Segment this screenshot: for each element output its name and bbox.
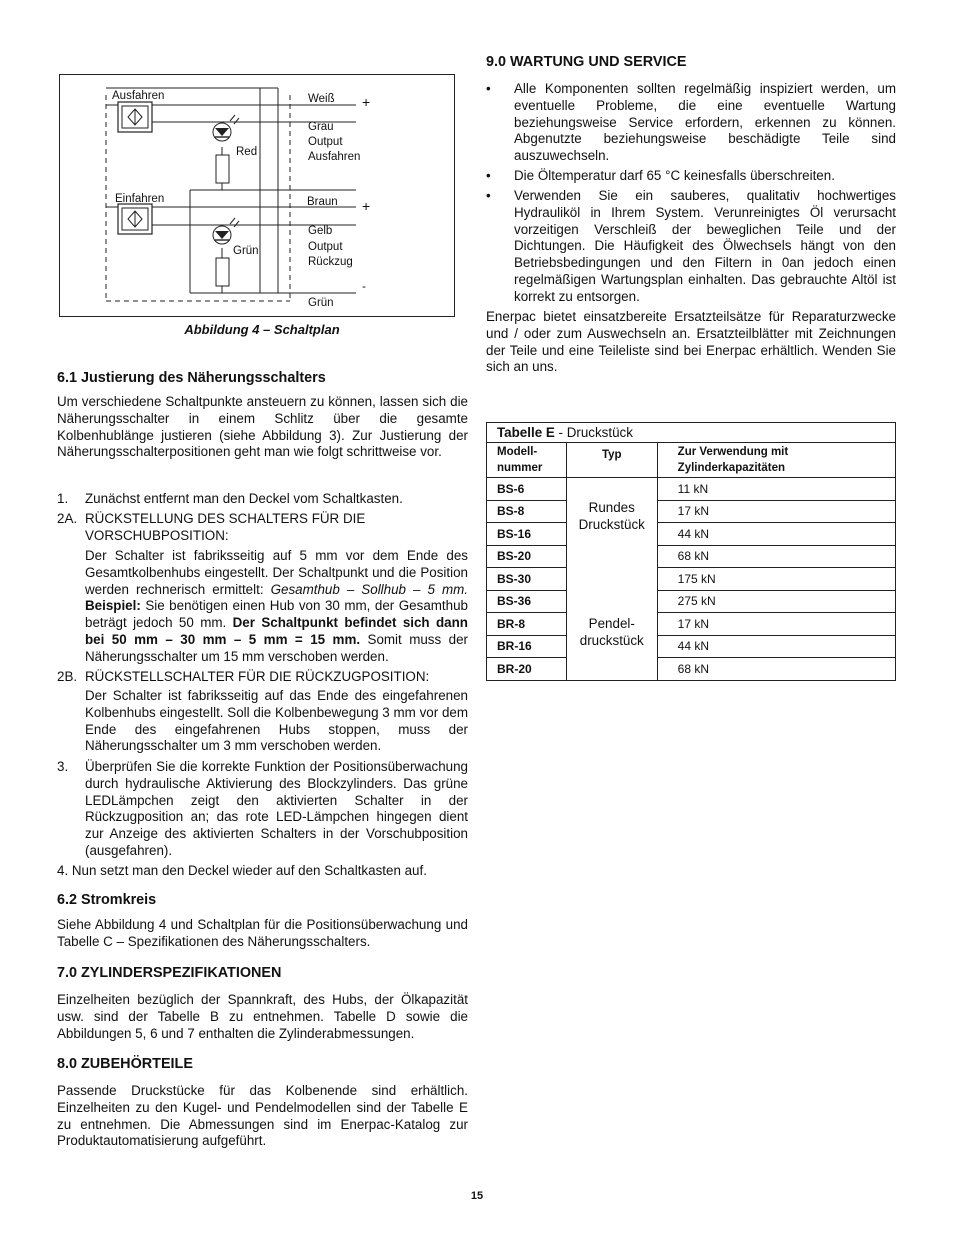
cell-model: BS-30 [487, 568, 567, 591]
bullet-dot: • [486, 188, 491, 203]
group-2-line-1: Pendel- [588, 616, 635, 632]
step-2a-result: Der Schaltpunkt befindet sich dann bei 50 mm – 30 mm – 5 mm = 15 mm. [85, 615, 468, 647]
step-2b-heading: RÜCKSTELLSCHALTER FÜR DIE RÜCKZUGPOSITION: [85, 669, 430, 684]
wiring-diagram [59, 74, 455, 317]
step-2b-num: 2B. [57, 669, 78, 684]
bullet-1-text: Alle Komponenten sollten regelmäßig inspiziert werden, um eventuelle Probleme, die eine eventuelle Wartung beziehungsweise Service erfordern, erkennen zu können. Abgenutzte beziehungsweise beschädigte Teile sind auszuwechseln. [514, 81, 896, 164]
label-ausfahren-out: Ausfahren [308, 151, 361, 163]
cell-capacity: 11 kN [657, 478, 895, 501]
table-row [487, 478, 896, 501]
step-2a-formula: Gesamthub – Sollhub – 5 mm. [270, 581, 468, 597]
table-row [487, 658, 896, 681]
cell-capacity: 68 kN [657, 545, 895, 568]
table-row [487, 613, 896, 636]
cell-type-group-2 [566, 613, 657, 681]
bullet-dot: • [486, 168, 491, 183]
step-2a-heading: RÜCKSTELLUNG DES SCHALTERS FÜR DIE VORSCHUBPOSITION: [85, 511, 366, 543]
table-title-bold: Tabelle E [497, 425, 555, 440]
step-4: 4. Nun setzt man den Deckel wieder auf den Schaltkasten auf. [57, 863, 427, 878]
cell-capacity: 275 kN [657, 590, 895, 613]
cell-capacity: 44 kN [657, 523, 895, 546]
step-1-text: Zunächst entfernt man den Deckel vom Schaltkasten. [85, 491, 403, 506]
cell-model: BS-16 [487, 523, 567, 546]
bullet-dot: • [486, 81, 491, 96]
label-red: Red [236, 146, 258, 158]
cell-model: BS-20 [487, 545, 567, 568]
table-title [487, 423, 896, 443]
header-typ: Typ [566, 443, 657, 478]
wiring-diagram-svg [60, 75, 456, 318]
label-rueckzug: Rückzug [308, 256, 353, 268]
label-weiss: Weiß [308, 93, 335, 105]
bullet-2-text: Die Öltemperatur darf 65 °C keinesfalls überschreiten. [514, 168, 835, 183]
header-capacity [657, 443, 895, 478]
label-braun: Braun [307, 196, 338, 208]
table-header-row [487, 443, 896, 478]
cell-capacity: 44 kN [657, 635, 895, 658]
header-capacity-1: Zur Verwendung mit [677, 446, 789, 458]
step-3-text: Überprüfen Sie die korrekte Funktion der Positionsüberwachung durch hydraulische Aktivierung des Blockzylinders. Das grüne LEDLämpchen zeigt den aktivierten Schalter in der Rückzugposition an; das rote LED-Lämpchen hingegen dient zur Anzeige des aktivierten Schalters in der Vorschubposition (ausgefahren). [85, 759, 468, 858]
page-number: 15 [470, 1190, 484, 1202]
led-green-icon [213, 218, 239, 244]
step-2a-text-1: Der Schalter ist fabriksseitig auf 5 mm vor dem Ende des Gesamtkolbenhubs eingestellt. Der Schaltpunkt und die Position werden rechnerisch ermittelt: [85, 548, 468, 597]
table-row [487, 568, 896, 591]
label-gruen-led: Grün [233, 245, 259, 257]
sec61-intro: Um verschiedene Schaltpunkte ansteuern zu können, lassen sich die Näherungsschalter in einem Schlitz über die gesamte Kolbenhublänge justieren (siehe Abbildung 3). Zur Justierung der Näherungsschalterpositionen geht man wie folgt schrittweise vor. [57, 394, 468, 460]
cell-model: BS-8 [487, 500, 567, 523]
cell-model: BS-6 [487, 478, 567, 501]
cell-model: BR-20 [487, 658, 567, 681]
cell-model: BR-8 [487, 613, 567, 636]
step-2b-paragraph: Der Schalter ist fabriksseitig auf das Ende des eingefahrenen Kolbenhubs eingestellt. Soll die Kolbenbewegung 3 mm vor dem Ende des eingefahrenen Hubs stoppen, muss der Näherungsschalter um 3 mm verschoben werden. [85, 688, 468, 754]
sec70-text: Einzelheiten bezüglich der Spannkraft, des Hubs, der Ölkapazität usw. sind der Tabelle B zu entnehmen. Tabelle D sowie die Abbildungen 5, 6 und 7 enthalten die Zylinderabmessungen. [57, 992, 468, 1041]
step-2a-text-3: Somit muss der Näherungsschalter um 15 mm verschoben werden. [85, 631, 468, 664]
label-plus-1: + [362, 94, 371, 110]
heading-6-1: 6.1 Justierung des Näherungsschalters [57, 370, 326, 386]
step-2a-text-2: Sie benötigen einen Hub von 30 mm, der Gesamthub beträgt jedoch 50 mm. [85, 598, 468, 631]
sec62-text: Siehe Abbildung 4 und Schaltplan für die Positionsüberwachung und Tabelle C – Spezifikationen des Näherungsschalters. [57, 917, 468, 949]
table-row [487, 635, 896, 658]
step-3-num: 3. [57, 759, 69, 774]
table-row [487, 500, 896, 523]
cell-model: BS-36 [487, 590, 567, 613]
bullet-3-text: Verwenden Sie ein sauberes, qualitativ hochwertiges Hydrauliköl in Ihrem System. Verunreinigtes Öl verursacht vorzeitigen Verschleiß der beweglichen Teile und der Dichtungen. Die Häufigkeit des Ölwechsels hängt von den Betriebsbedingungen und den Filtern in 0an jedoch einen regelmäßigen Wartungsplan einhalten. Das gebrauchte Altöl ist korrekt zu entsorgen. [514, 188, 896, 304]
header-modell [487, 443, 567, 478]
table-title-rest: - Druckstück [554, 425, 633, 440]
header-capacity-2: Zylinderkapazitäten [677, 462, 786, 474]
step-2a-num: 2A. [57, 511, 78, 526]
heading-6-2: 6.2 Stromkreis [57, 892, 157, 908]
step-2a-example-label: Beispiel: [85, 598, 141, 614]
cell-type-group-1 [566, 478, 657, 613]
sec80-text: Passende Druckstücke für das Kolbenende sind erhältlich. Einzelheiten zu den Kugel- und Pendelmodellen sind der Tabelle E zu entnehmen. Die Abmessungen sind im Enerpac-Katalog zur Produktautomatisierung aufgeführt. [57, 1083, 468, 1149]
step-2a-paragraph [85, 548, 468, 666]
label-grau: Grau [308, 121, 334, 133]
led-red-icon [213, 115, 239, 141]
cell-capacity: 17 kN [657, 500, 895, 523]
label-output-2: Output [308, 241, 343, 253]
label-gelb: Gelb [308, 225, 333, 237]
heading-7-0: 7.0 ZYLINDERSPEZIFIKATIONEN [57, 965, 282, 981]
table-row [487, 523, 896, 546]
step-1-num: 1. [57, 491, 69, 506]
proximity-sensor-ausfahren [118, 102, 152, 132]
label-plus-2: + [362, 198, 371, 214]
cell-model: BR-16 [487, 635, 567, 658]
table-title-row [487, 423, 896, 443]
group-1-line-1: Rundes [588, 500, 635, 516]
cell-capacity: 68 kN [657, 658, 895, 681]
label-gruen-wire: Grün [308, 297, 334, 309]
cell-capacity: 17 kN [657, 613, 895, 636]
table-row [487, 590, 896, 613]
sec90-closing: Enerpac bietet einsatzbereite Ersatzteilsätze für Reparaturzwecke und / oder zum Auswechseln an. Ersatzteilblätter mit Zeichnungen der Teile und eine Teileliste sind bei Enerpac erhältlich. Wenden Sie sich an uns. [486, 309, 896, 375]
cell-capacity: 175 kN [657, 568, 895, 591]
figure-caption: Abbildung 4 – Schaltplan [184, 322, 340, 337]
group-2-line-2: druckstück [579, 633, 644, 648]
heading-8-0: 8.0 ZUBEHÖRTEILE [57, 1056, 193, 1072]
header-modell-2: nummer [497, 462, 543, 474]
group-1-line-2: Druckstück [578, 517, 645, 533]
label-minus: - [362, 279, 366, 293]
table-row [487, 545, 896, 568]
heading-9-0: 9.0 WARTUNG UND SERVICE [486, 54, 687, 70]
label-einfahren: Einfahren [115, 193, 165, 205]
resistor-green [216, 258, 229, 286]
label-ausfahren: Ausfahren [112, 90, 165, 102]
resistor-red [216, 155, 229, 183]
header-modell-1: Modell- [497, 446, 538, 458]
table-e [486, 422, 896, 681]
label-output-1: Output [308, 136, 343, 148]
proximity-sensor-einfahren [118, 204, 152, 234]
